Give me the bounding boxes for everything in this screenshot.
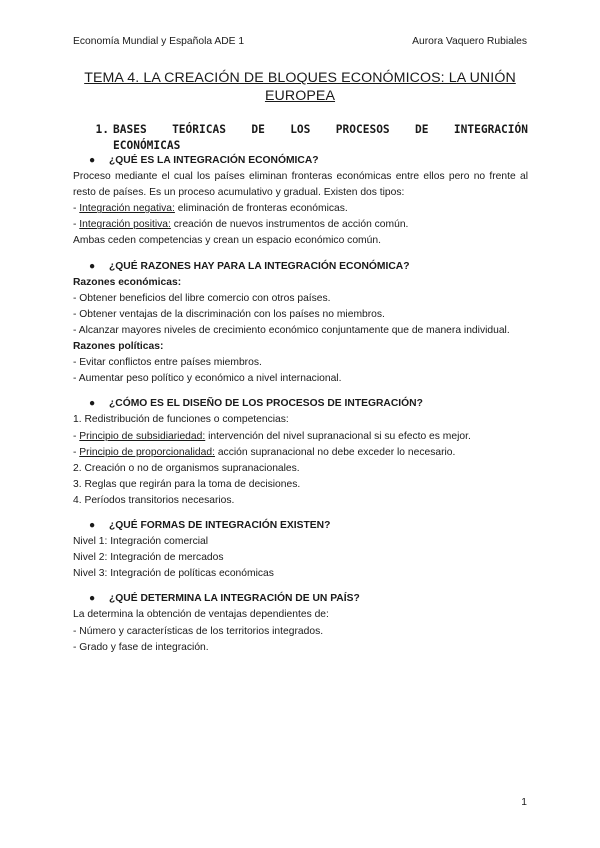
bullet-icon: ● — [89, 519, 96, 531]
question-heading-1 — [73, 153, 528, 169]
list-item: - Obtener beneficios del libre comercio con otros países. — [73, 292, 331, 304]
list-item: - Número y características de los territorios integrados. — [73, 625, 324, 637]
list-item: - Integración positiva: creación de nuevos instrumentos de acción común. — [73, 219, 409, 231]
bullet-icon: ● — [89, 260, 96, 272]
list-item: Nivel 1: Integración comercial — [73, 536, 209, 548]
question-title: ¿QUÉ RAZONES HAY PARA LA INTEGRACIÓN ECONÓMICA? — [109, 260, 410, 272]
section-heading-line1 — [113, 122, 528, 138]
list-item: - Aumentar peso político y económico a nivel internacional. — [73, 373, 342, 385]
list-item: 4. Períodos transitorios necesarios. — [73, 494, 235, 506]
list-item: - Integración negativa: eliminación de fronteras económicas. — [73, 203, 348, 215]
document-title-line2: EUROPEA — [264, 88, 336, 104]
section-word: BASES — [113, 123, 147, 136]
term: Integración negativa: — [79, 203, 175, 215]
list-item: 2. Creación o no de organismos supranacionales. — [73, 462, 300, 474]
question-title: ¿CÓMO ES EL DISEÑO DE LOS PROCESOS DE INTEGRACIÓN? — [109, 398, 423, 410]
section-word: PROCESOS — [335, 123, 390, 136]
question-title: ¿QUÉ ES LA INTEGRACIÓN ECONÓMICA? — [109, 155, 319, 166]
list-item: Nivel 3: Integración de políticas económicas — [73, 568, 274, 580]
list-item: 3. Reglas que regirán para la toma de decisiones. — [73, 478, 301, 490]
list-item: - Evitar conflictos entre países miembros. — [73, 357, 262, 369]
question-heading-4 — [73, 518, 528, 534]
term: Integración positiva: — [79, 219, 171, 231]
page-header — [73, 36, 527, 47]
question-title: ¿QUÉ FORMAS DE INTEGRACIÓN EXISTEN? — [109, 519, 331, 531]
question-heading-3 — [73, 396, 528, 412]
list-item: - Grado y fase de integración. — [73, 641, 209, 653]
header-author: Aurora Vaquero Rubiales — [412, 36, 527, 47]
paragraph: La determina la obtención de ventajas dependientes de: — [73, 609, 329, 621]
section-word: LOS — [290, 123, 311, 136]
list-item: 1. Redistribución de funciones o competencias: — [73, 414, 289, 426]
term: Principio de subsidiariedad: — [79, 430, 206, 442]
section-word: INTEGRACIÓN — [453, 123, 528, 136]
term: Principio de proporcionalidad: — [79, 446, 215, 458]
section-word: TEÓRICAS — [172, 123, 226, 136]
document-body — [73, 153, 528, 656]
bullet-icon: ● — [89, 398, 96, 410]
page-number: 1 — [521, 797, 527, 808]
section-number: 1. — [95, 123, 109, 136]
header-course: Economía Mundial y Española ADE 1 — [73, 36, 245, 47]
document-title-line1: TEMA 4. LA CREACIÓN DE BLOQUES ECONÓMICOS: LA UNIÓN — [84, 70, 516, 86]
list-item: - Alcanzar mayores niveles de crecimiento económico conjuntamente que de manera individual. — [73, 324, 510, 336]
bullet-icon: ● — [89, 155, 96, 166]
list-item: - Principio de proporcionalidad: acción supranacional no debe exceder lo necesario. — [73, 446, 456, 458]
document-title — [73, 69, 527, 105]
section-heading-line2: ECONÓMICAS — [113, 139, 181, 152]
list-item: - Principio de subsidiariedad: intervención del nivel supranacional si su efecto es mejor. — [73, 430, 471, 442]
section-word: DE — [415, 123, 429, 136]
bullet-icon: ● — [89, 593, 96, 605]
paragraph: Ambas ceden competencias y crean un espacio económico común. — [73, 235, 381, 247]
question-heading-2 — [73, 259, 528, 275]
question-heading-5 — [73, 591, 528, 607]
list-item: - Obtener ventajas de la discriminación con los países no miembros. — [73, 308, 385, 320]
paragraph: Proceso mediante el cual los países eliminan fronteras económicas entre ellos pero no frente al resto de países. Es un proceso acumulativo y gradual. Existen dos tipos: — [73, 171, 528, 199]
subheading: Razones políticas: — [73, 341, 164, 353]
subheading: Razones económicas: — [73, 276, 182, 288]
section-word: DE — [251, 123, 265, 136]
question-title: ¿QUÉ DETERMINA LA INTEGRACIÓN DE UN PAÍS? — [109, 593, 360, 605]
section-heading — [73, 122, 528, 154]
list-item: Nivel 2: Integración de mercados — [73, 552, 224, 564]
